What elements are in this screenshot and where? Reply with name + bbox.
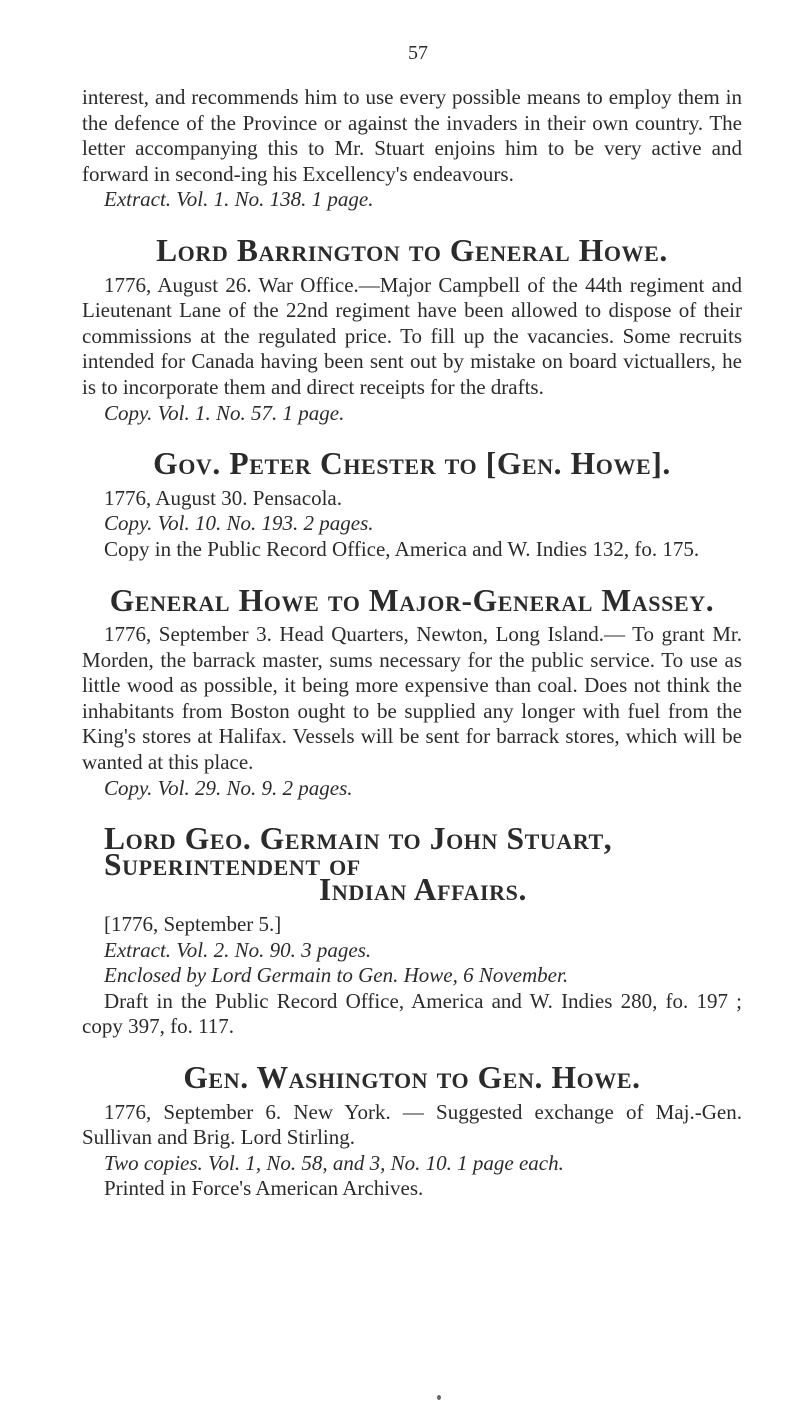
document-page	[82, 42, 742, 1202]
entry-body: 1776, August 26. War Office.—Major Campbell of the 44th regiment and Lieutenant Lane of the 22nd regiment have been allowed to dispose of their commissions at the regulated price. To fill up the vacancies. Some recruits intended for Canada having been sent out by mistake on board victuallers, he is to incorporate them and direct receipts for the drafts.	[82, 272, 742, 399]
entry-reference: Extract. Vol. 2. No. 90. 3 pages.	[104, 937, 372, 962]
entry-heading-line-1: Lord Geo. Germain to John Stuart, Superintendent of	[104, 821, 613, 882]
entry-body: interest, and recommends him to use every possible means to employ them in the defence of the Province or against the invaders in their own country. The letter accompanying this to Mr. Stuart enjoins him to be very active and forward in second-ing his Excellency's endeavours.	[82, 85, 742, 186]
entry-enclosed-note: Enclosed by Lord Germain to Gen. Howe, 6 November.	[104, 963, 569, 988]
entry-howe-to-massey	[82, 582, 742, 802]
entry-body: 1776, September 3. Head Quarters, Newton, Long Island.— To grant Mr. Morden, the barrack master, sums necessary for the public service. To use as little wood as possible, it being more expensive than coal. Does not think the inhabitants from Boston ought to be supplied any longer with fuel from the King's stores at Halifax. Vessels will be sent for barrack stores, which will be wanted at this place.	[82, 622, 742, 775]
entry-washington-to-howe	[82, 1060, 742, 1202]
entry-heading: Gov. Peter Chester to [Gen. Howe].	[153, 446, 671, 482]
entry-body: 1776, August 30. Pensacola.	[104, 485, 342, 510]
entry-heading-line-2: Indian Affairs.	[319, 872, 527, 908]
entry-heading	[82, 821, 742, 908]
ink-speck	[437, 1395, 441, 1400]
entry-germain-to-stuart	[82, 821, 742, 1040]
entry-reference: Copy. Vol. 10. No. 193. 2 pages.	[104, 511, 374, 536]
entry-barrington-to-howe	[82, 232, 742, 426]
entry-reference: Extract. Vol. 1. No. 138. 1 page.	[104, 187, 374, 212]
entry-note: Copy in the Public Record Office, America and W. Indies 132, fo. 175.	[104, 536, 700, 561]
entry-reference: Two copies. Vol. 1, No. 58, and 3, No. 10. 1 page each.	[104, 1150, 564, 1175]
entry-chester-to-howe	[82, 446, 742, 562]
entry-body: 1776, September 6. New York. — Suggested exchange of Maj.-Gen. Sullivan and Brig. Lord Stirling.	[82, 1099, 742, 1150]
entry-note: Draft in the Public Record Office, America and W. Indies 280, fo. 197 ; copy 397, fo. 117.	[82, 988, 742, 1039]
entry-reference: Copy. Vol. 29. No. 9. 2 pages.	[104, 775, 353, 800]
entry-continuation	[82, 85, 742, 213]
entry-heading: Lord Barrington to General Howe.	[156, 232, 668, 268]
entry-note: Printed in Force's American Archives.	[104, 1176, 424, 1201]
entry-heading: Gen. Washington to Gen. Howe.	[183, 1060, 641, 1095]
entry-reference: Copy. Vol. 1. No. 57. 1 page.	[104, 400, 345, 425]
page-number: 57	[408, 42, 428, 64]
entry-heading: General Howe to Major-General Massey.	[109, 582, 715, 618]
entry-body: [1776, September 5.]	[104, 912, 282, 937]
